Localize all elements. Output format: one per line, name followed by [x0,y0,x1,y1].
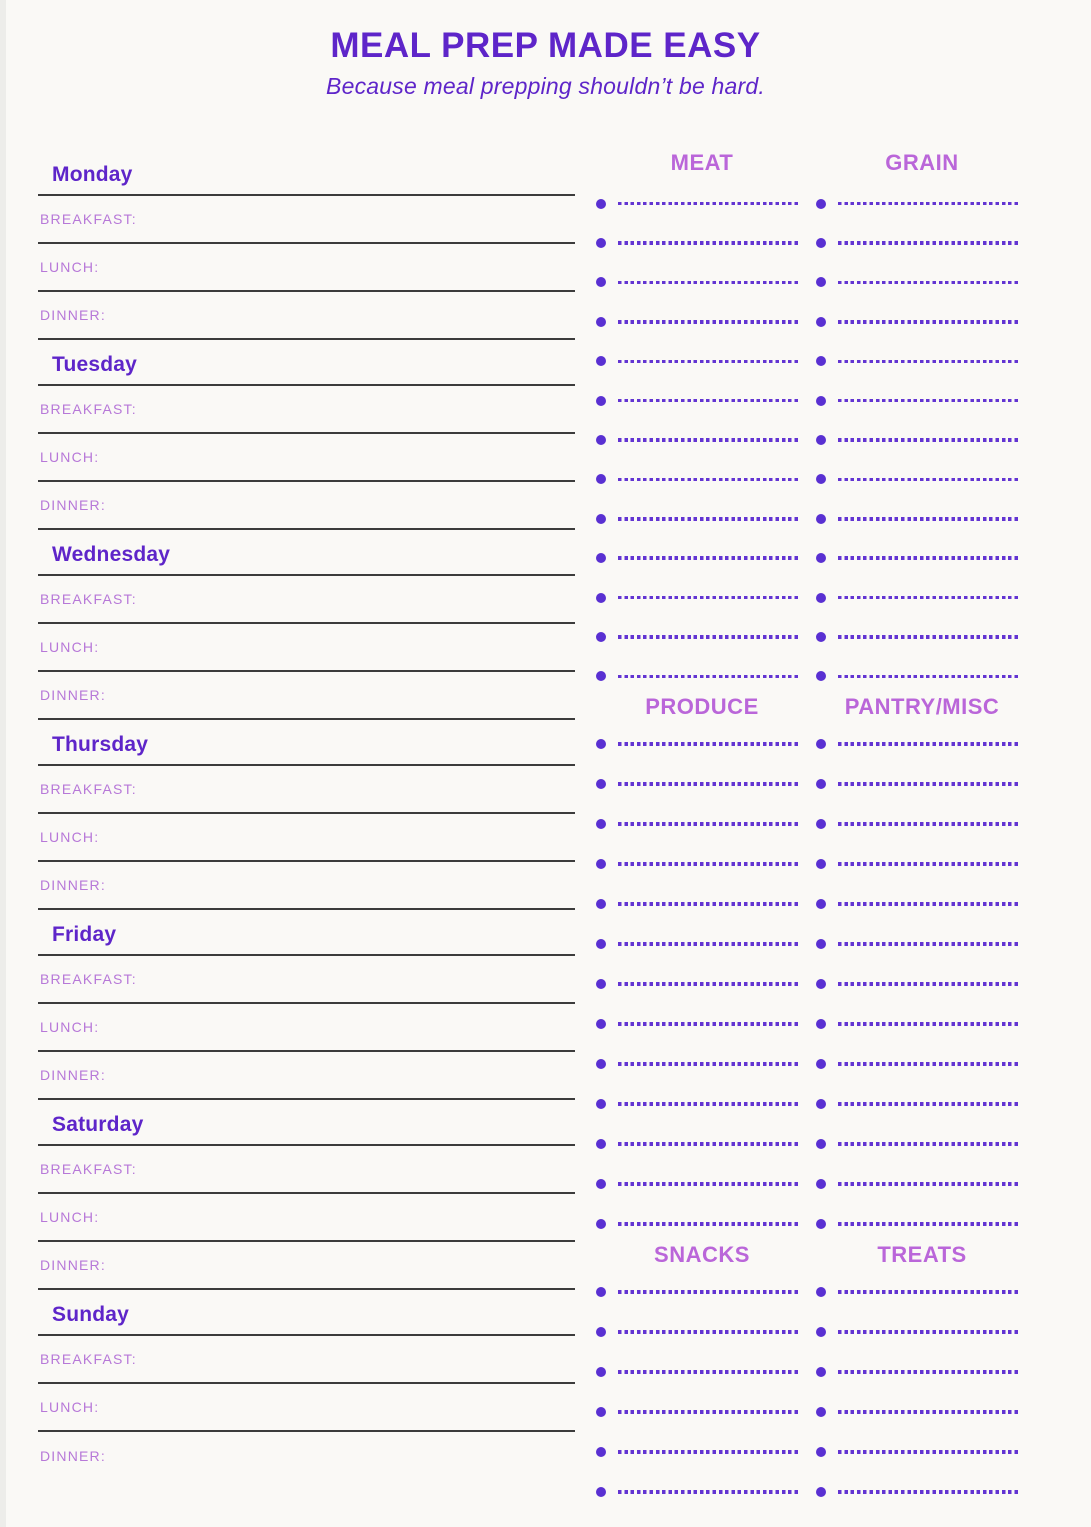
shopping-header-grain: GRAIN [885,150,959,175]
fill-in-dotted-line [838,281,1018,285]
bullet-icon [816,277,826,287]
shopping-list-row [580,302,1060,341]
bullet-icon [816,1219,826,1229]
meal-slot-breakfast [38,196,575,244]
fill-in-dotted-line [838,782,1018,786]
bullet-icon [596,671,606,681]
bullet-icon [596,632,606,642]
shopping-list-item-grain [800,342,1020,381]
day-block-wednesday [38,530,575,720]
meal-slot-breakfast [38,1336,575,1384]
shopping-list-row [580,924,1060,964]
shopping-list-item-produce [580,844,800,884]
day-block-tuesday [38,340,575,530]
shopping-list-item-pantry-misc [800,764,1020,804]
shopping-list-item-meat [580,302,800,341]
fill-in-dotted-line [618,1222,798,1226]
bullet-icon [596,1219,606,1229]
meal-slot-dinner [38,862,575,910]
day-title-monday: Monday [38,150,575,196]
fill-in-dotted-line [838,1410,1018,1414]
bullet-icon [816,819,826,829]
meal-label: DINNER: [40,1257,106,1273]
bullet-icon [596,356,606,366]
meal-label: BREAKFAST: [40,1161,137,1177]
fill-in-dotted-line [838,438,1018,442]
fill-in-dotted-line [618,596,798,600]
bullet-icon [816,238,826,248]
meal-label: DINNER: [40,307,106,323]
meal-slot-lunch [38,1004,575,1052]
bullet-icon [816,514,826,524]
shopping-list-row [580,844,1060,884]
shopping-list-item-treats [800,1352,1020,1392]
meal-label: LUNCH: [40,829,100,845]
fill-in-dotted-line [618,517,798,521]
fill-in-dotted-line [618,1102,798,1106]
bullet-icon [816,1367,826,1377]
day-block-sunday [38,1290,575,1480]
shopping-list-item-snacks [580,1472,800,1512]
shopping-list-item-pantry-misc [800,804,1020,844]
shopping-list-item-snacks [580,1272,800,1312]
shopping-section [580,1244,1060,1512]
day-title-thursday: Thursday [38,720,575,766]
fill-in-dotted-line [838,942,1018,946]
shopping-header-meat: MEAT [670,150,734,175]
meal-slot-dinner [38,1052,575,1100]
fill-in-dotted-line [838,478,1018,482]
shopping-list-item-pantry-misc [800,1004,1020,1044]
bullet-icon [816,779,826,789]
shopping-list-row [580,381,1060,420]
shopping-list-item-snacks [580,1392,800,1432]
shopping-list-row [580,499,1060,538]
bullet-icon [596,739,606,749]
fill-in-dotted-line [618,556,798,560]
shopping-header-snacks: SNACKS [654,1242,750,1268]
bullet-icon [816,199,826,209]
shopping-list-item-produce [580,884,800,924]
bullet-icon [596,1099,606,1109]
meal-label: BREAKFAST: [40,401,137,417]
bullet-icon [596,396,606,406]
fill-in-dotted-line [618,742,798,746]
fill-in-dotted-line [618,202,798,206]
day-title-friday: Friday [38,910,575,956]
shopping-list-item-pantry-misc [800,1084,1020,1124]
shopping-list-item-grain [800,302,1020,341]
shopping-list-item-pantry-misc [800,844,1020,884]
shopping-list-item-meat [580,420,800,459]
shopping-list-item-meat [580,460,800,499]
shopping-list-item-treats [800,1432,1020,1472]
day-title-wednesday: Wednesday [38,530,575,576]
meal-label: LUNCH: [40,449,100,465]
meal-slot-breakfast [38,766,575,814]
fill-in-dotted-line [838,399,1018,403]
bullet-icon [596,939,606,949]
shopping-list-item-snacks [580,1432,800,1472]
fill-in-dotted-line [838,822,1018,826]
fill-in-dotted-line [838,1370,1018,1374]
meal-slot-lunch [38,244,575,292]
fill-in-dotted-line [618,942,798,946]
bullet-icon [816,1407,826,1417]
fill-in-dotted-line [618,438,798,442]
meal-slot-dinner [38,482,575,530]
shopping-list-item-snacks [580,1352,800,1392]
meal-label: DINNER: [40,687,106,703]
fill-in-dotted-line [838,675,1018,679]
meal-label: LUNCH: [40,1019,100,1035]
meal-slot-breakfast [38,386,575,434]
shopping-list-item-produce [580,1004,800,1044]
shopping-list-item-pantry-misc [800,964,1020,1004]
fill-in-dotted-line [618,1022,798,1026]
bullet-icon [596,1407,606,1417]
shopping-list-item-grain [800,499,1020,538]
day-title-tuesday: Tuesday [38,340,575,386]
shopping-list-row [580,1164,1060,1204]
shopping-list-item-grain [800,539,1020,578]
day-block-monday [38,150,575,340]
shopping-list-item-meat [580,539,800,578]
fill-in-dotted-line [618,1142,798,1146]
shopping-list-item-grain [800,381,1020,420]
bullet-icon [596,1019,606,1029]
meal-slot-breakfast [38,576,575,624]
bullet-icon [596,1447,606,1457]
bullet-icon [816,396,826,406]
shopping-list-item-grain [800,460,1020,499]
meal-slot-lunch [38,624,575,672]
bullet-icon [816,1287,826,1297]
shopping-list-item-produce [580,804,800,844]
shopping-list [580,142,1060,1512]
shopping-list-item-meat [580,223,800,262]
bullet-icon [596,199,606,209]
shopping-header-pantry-misc: PANTRY/MISC [844,694,1000,720]
fill-in-dotted-line [838,241,1018,245]
shopping-list-item-produce [580,1124,800,1164]
fill-in-dotted-line [618,1490,798,1494]
meal-label: DINNER: [40,1067,106,1083]
bullet-icon [596,277,606,287]
day-title-sunday: Sunday [38,1290,575,1336]
bullet-icon [596,779,606,789]
shopping-list-item-produce [580,764,800,804]
shopping-list-item-produce [580,1204,800,1244]
meal-slot-lunch [38,434,575,482]
shopping-list-row [580,1392,1060,1432]
shopping-list-row [580,764,1060,804]
weekly-planner [38,150,575,1480]
fill-in-dotted-line [618,1410,798,1414]
shopping-list-item-treats [800,1472,1020,1512]
page-title: MEAL PREP MADE EASY [330,26,761,65]
meal-label: BREAKFAST: [40,781,137,797]
bullet-icon [816,1487,826,1497]
shopping-list-row [580,804,1060,844]
shopping-section-headers [580,1244,1060,1266]
fill-in-dotted-line [838,1062,1018,1066]
bullet-icon [596,979,606,989]
meal-label: LUNCH: [40,1209,100,1225]
shopping-list-row [580,223,1060,262]
fill-in-dotted-line [838,202,1018,206]
shopping-section-headers [580,142,1060,184]
bullet-icon [596,1487,606,1497]
shopping-list-row [580,724,1060,764]
shopping-list-item-produce [580,1084,800,1124]
fill-in-dotted-line [838,982,1018,986]
fill-in-dotted-line [838,517,1018,521]
shopping-list-row [580,1272,1060,1312]
bullet-icon [596,1059,606,1069]
shopping-list-item-meat [580,263,800,302]
bullet-icon [816,1139,826,1149]
bullet-icon [596,1327,606,1337]
fill-in-dotted-line [618,320,798,324]
bullet-icon [816,435,826,445]
shopping-list-row [580,964,1060,1004]
shopping-list-row [580,657,1060,696]
fill-in-dotted-line [618,241,798,245]
day-block-thursday [38,720,575,910]
shopping-list-row [580,184,1060,223]
shopping-list-row [580,1124,1060,1164]
bullet-icon [596,859,606,869]
fill-in-dotted-line [838,1450,1018,1454]
shopping-list-row [580,578,1060,617]
shopping-list-item-meat [580,184,800,223]
bullet-icon [596,819,606,829]
bullet-icon [596,474,606,484]
shopping-list-row [580,1204,1060,1244]
shopping-list-item-pantry-misc [800,884,1020,924]
meal-slot-lunch [38,1194,575,1242]
bullet-icon [596,1179,606,1189]
meal-label: BREAKFAST: [40,591,137,607]
bullet-icon [816,1059,826,1069]
shopping-list-item-pantry-misc [800,1204,1020,1244]
shopping-list-item-meat [580,342,800,381]
fill-in-dotted-line [838,1182,1018,1186]
page-header [0,26,1091,100]
meal-label: DINNER: [40,497,106,513]
meal-slot-dinner [38,1432,575,1480]
shopping-list-item-grain [800,657,1020,696]
bullet-icon [596,1139,606,1149]
shopping-list-item-grain [800,420,1020,459]
meal-slot-dinner [38,292,575,340]
shopping-list-row [580,617,1060,656]
shopping-list-item-produce [580,1164,800,1204]
meal-label: BREAKFAST: [40,211,137,227]
fill-in-dotted-line [618,281,798,285]
fill-in-dotted-line [838,556,1018,560]
shopping-list-item-grain [800,184,1020,223]
meal-label: LUNCH: [40,1399,100,1415]
shopping-list-item-meat [580,499,800,538]
shopping-list-row [580,539,1060,578]
bullet-icon [816,317,826,327]
fill-in-dotted-line [618,399,798,403]
bullet-icon [596,514,606,524]
fill-in-dotted-line [838,1490,1018,1494]
shopping-list-item-treats [800,1392,1020,1432]
shopping-list-item-snacks [580,1312,800,1352]
page-subtitle: Because meal prepping shouldn’t be hard. [326,73,765,99]
fill-in-dotted-line [838,1330,1018,1334]
meal-label: LUNCH: [40,639,100,655]
fill-in-dotted-line [838,1222,1018,1226]
day-title-saturday: Saturday [38,1100,575,1146]
meal-slot-lunch [38,814,575,862]
shopping-list-item-produce [580,924,800,964]
shopping-list-item-grain [800,263,1020,302]
bullet-icon [816,593,826,603]
shopping-list-item-grain [800,578,1020,617]
fill-in-dotted-line [838,1022,1018,1026]
shopping-list-row [580,1004,1060,1044]
shopping-list-item-treats [800,1272,1020,1312]
shopping-header-treats: TREATS [877,1242,967,1268]
fill-in-dotted-line [838,360,1018,364]
day-block-saturday [38,1100,575,1290]
bullet-icon [596,593,606,603]
shopping-list-item-meat [580,578,800,617]
shopping-list-item-pantry-misc [800,1164,1020,1204]
meal-slot-breakfast [38,1146,575,1194]
fill-in-dotted-line [618,1182,798,1186]
bullet-icon [816,356,826,366]
shopping-list-row [580,460,1060,499]
shopping-list-row [580,342,1060,381]
shopping-section [580,142,1060,696]
shopping-list-row [580,1472,1060,1512]
bullet-icon [596,238,606,248]
meal-label: LUNCH: [40,259,100,275]
fill-in-dotted-line [838,596,1018,600]
fill-in-dotted-line [838,320,1018,324]
bullet-icon [816,899,826,909]
meal-slot-breakfast [38,956,575,1004]
shopping-section-headers [580,696,1060,718]
bullet-icon [596,899,606,909]
bullet-icon [816,859,826,869]
shopping-list-row [580,1312,1060,1352]
meal-label: DINNER: [40,877,106,893]
fill-in-dotted-line [618,982,798,986]
bullet-icon [596,317,606,327]
shopping-list-item-pantry-misc [800,924,1020,964]
fill-in-dotted-line [618,1370,798,1374]
fill-in-dotted-line [838,1290,1018,1294]
shopping-list-item-produce [580,724,800,764]
bullet-icon [816,1447,826,1457]
shopping-list-item-produce [580,964,800,1004]
shopping-list-item-meat [580,381,800,420]
bullet-icon [816,1019,826,1029]
meal-label: BREAKFAST: [40,971,137,987]
shopping-list-row [580,1044,1060,1084]
fill-in-dotted-line [618,782,798,786]
shopping-list-item-pantry-misc [800,1044,1020,1084]
shopping-list-row [580,1432,1060,1472]
page-edge [0,0,6,1527]
shopping-list-row [580,1352,1060,1392]
fill-in-dotted-line [838,902,1018,906]
shopping-list-row [580,884,1060,924]
shopping-list-item-grain [800,617,1020,656]
bullet-icon [816,671,826,681]
fill-in-dotted-line [618,1062,798,1066]
fill-in-dotted-line [838,1102,1018,1106]
shopping-list-item-meat [580,617,800,656]
shopping-list-item-treats [800,1312,1020,1352]
fill-in-dotted-line [618,1330,798,1334]
meal-slot-dinner [38,1242,575,1290]
fill-in-dotted-line [618,675,798,679]
fill-in-dotted-line [618,862,798,866]
bullet-icon [816,979,826,989]
shopping-section [580,696,1060,1244]
shopping-list-item-produce [580,1044,800,1084]
shopping-list-item-meat [580,657,800,696]
meal-slot-lunch [38,1384,575,1432]
bullet-icon [816,474,826,484]
shopping-list-item-grain [800,223,1020,262]
bullet-icon [596,1287,606,1297]
bullet-icon [596,435,606,445]
fill-in-dotted-line [618,478,798,482]
fill-in-dotted-line [838,742,1018,746]
fill-in-dotted-line [618,360,798,364]
fill-in-dotted-line [838,635,1018,639]
shopping-list-item-pantry-misc [800,724,1020,764]
shopping-list-row [580,420,1060,459]
bullet-icon [816,553,826,563]
fill-in-dotted-line [618,1450,798,1454]
shopping-list-item-pantry-misc [800,1124,1020,1164]
fill-in-dotted-line [838,862,1018,866]
meal-label: BREAKFAST: [40,1351,137,1367]
fill-in-dotted-line [618,902,798,906]
bullet-icon [816,632,826,642]
bullet-icon [816,1099,826,1109]
shopping-list-row [580,263,1060,302]
fill-in-dotted-line [618,1290,798,1294]
meal-slot-dinner [38,672,575,720]
shopping-list-row [580,1084,1060,1124]
bullet-icon [816,939,826,949]
bullet-icon [816,1327,826,1337]
bullet-icon [816,739,826,749]
day-block-friday [38,910,575,1100]
fill-in-dotted-line [618,635,798,639]
meal-label: DINNER: [40,1448,106,1464]
shopping-header-produce: PRODUCE [645,694,759,720]
fill-in-dotted-line [838,1142,1018,1146]
fill-in-dotted-line [618,822,798,826]
bullet-icon [596,553,606,563]
bullet-icon [596,1367,606,1377]
bullet-icon [816,1179,826,1189]
